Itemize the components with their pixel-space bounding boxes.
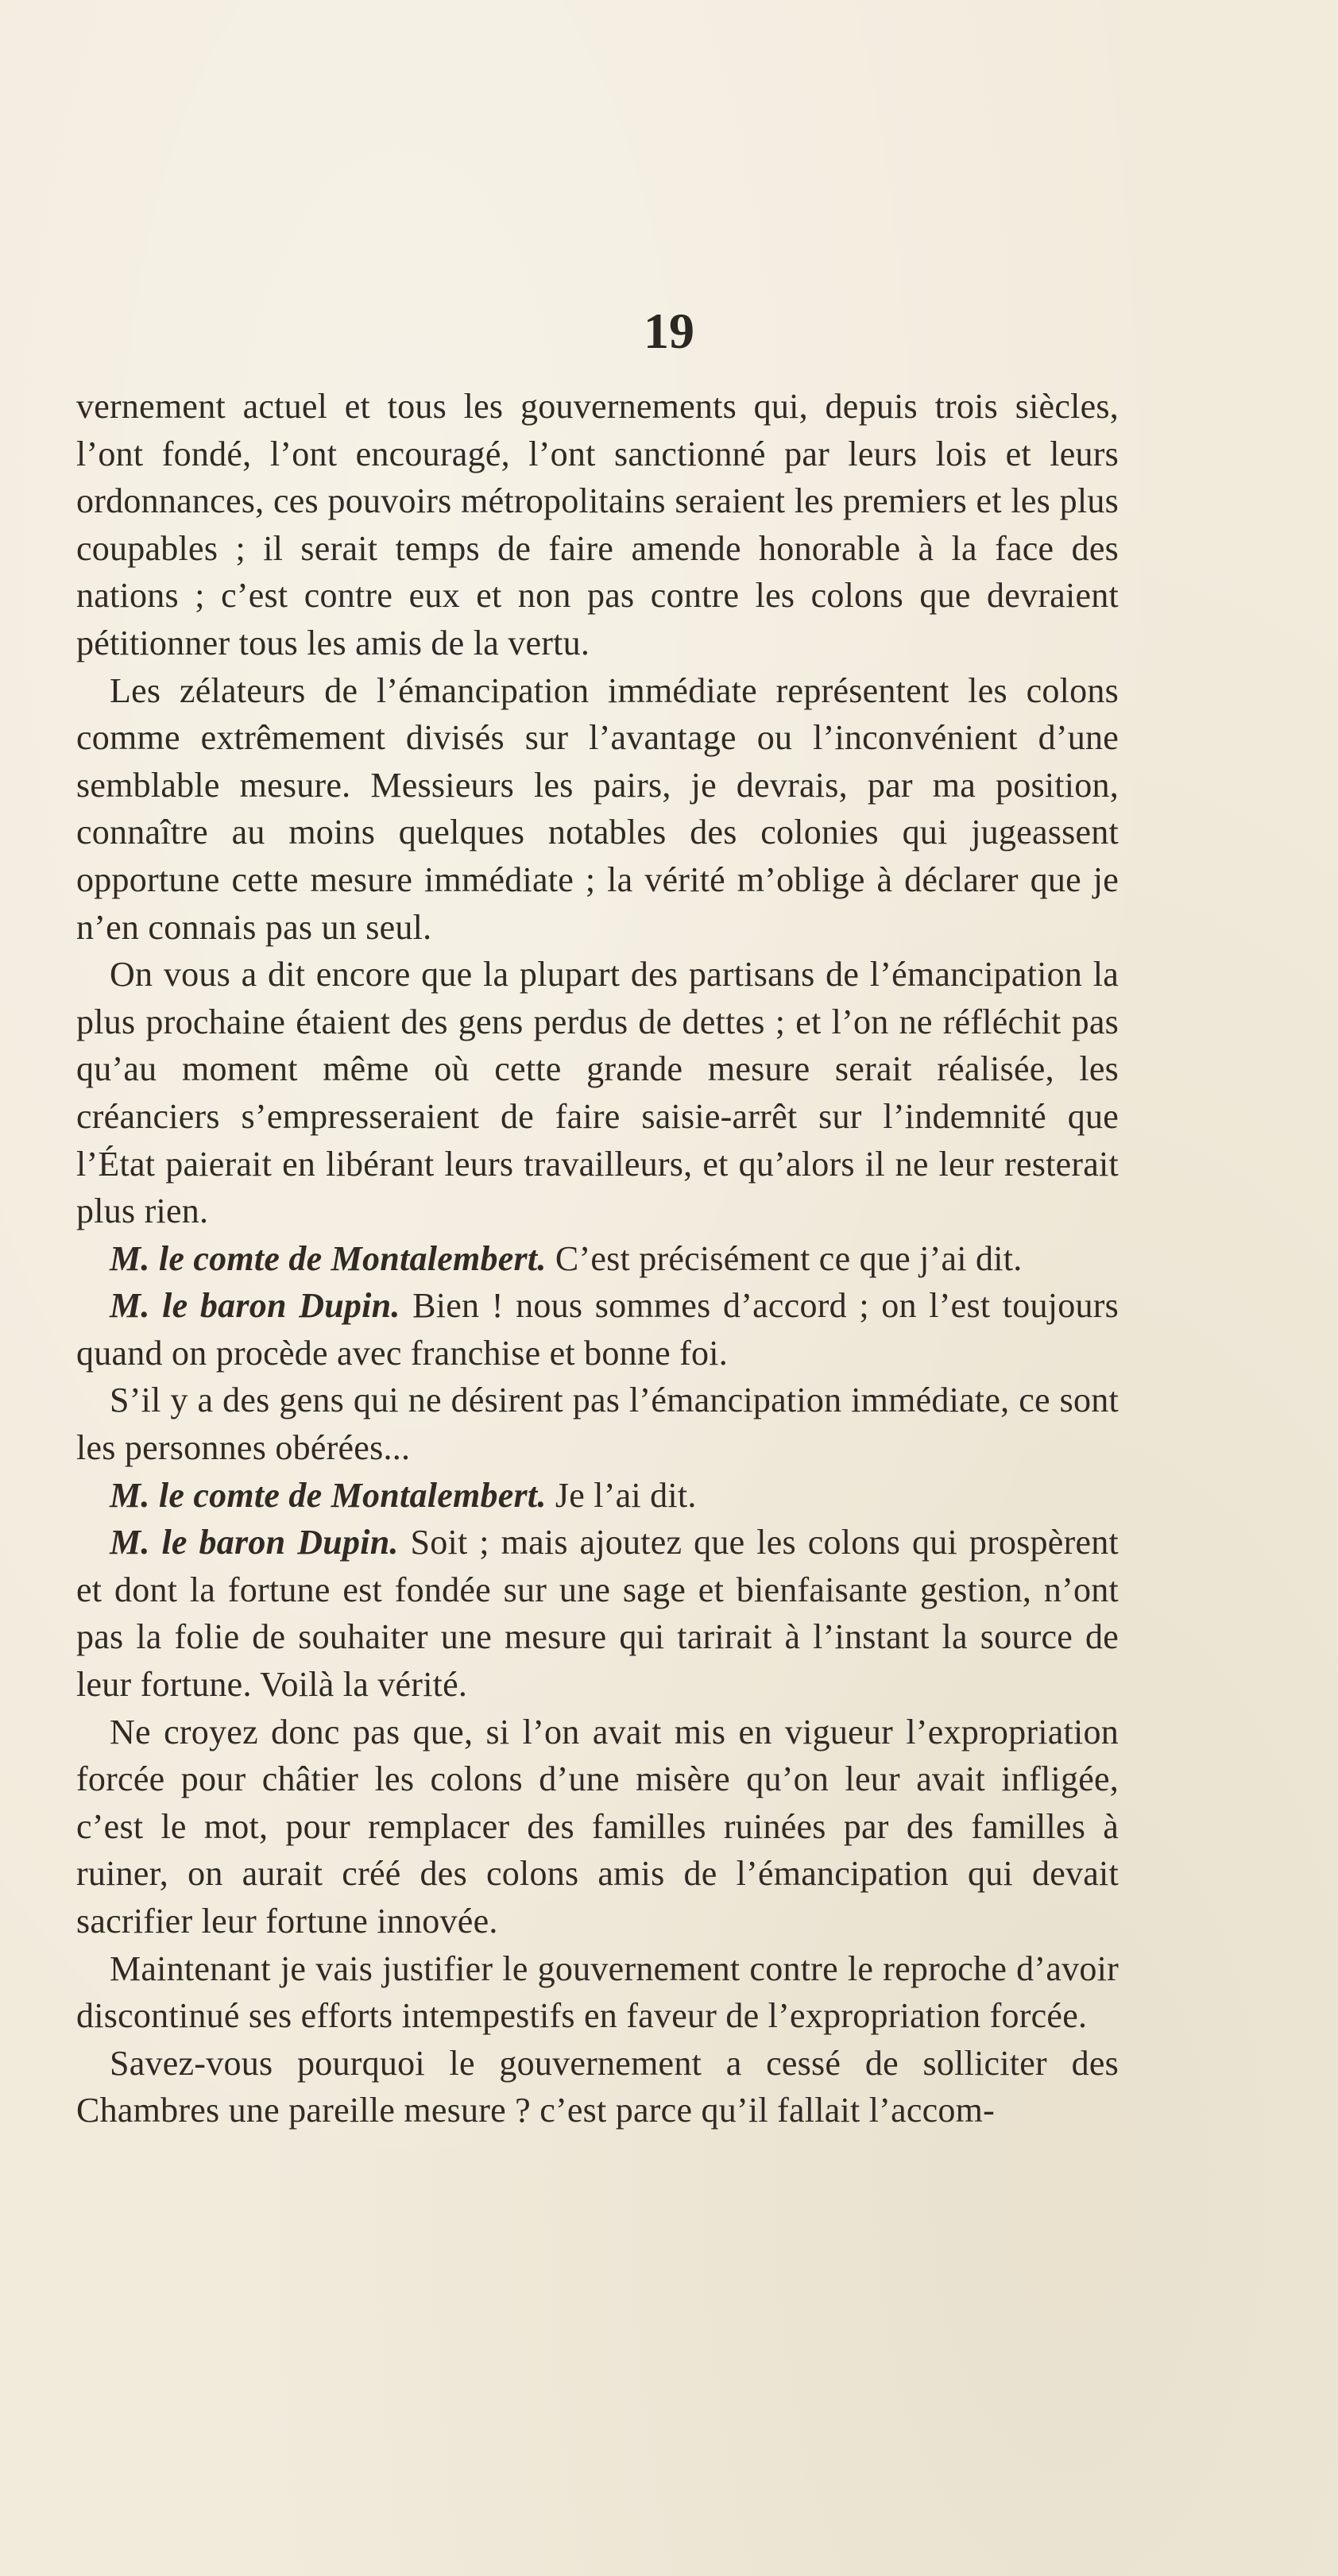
body-text xyxy=(76,383,1119,2134)
speaker-name: M. le baron Dupin. xyxy=(110,1286,400,1326)
page-number: 19 xyxy=(644,303,694,359)
speech-text: Soit ; mais ajoutez que les colons qui prospèrent et dont la fortune est fondée sur une sage et bienfaisante gestion, n’ont pas la folie de souhaiter une mesure qui tarirait à l’instant la source de leur fortune. Voilà la vérité. xyxy=(76,1523,1119,1705)
paragraph xyxy=(76,951,1119,1235)
paragraph-text: Les zélateurs de l’émancipation immédiate représentent les colons comme extrêmement divisés sur l’avantage ou l’inconvénient d’une semblable mesure. Messieurs les pairs, je devrais, par ma position, connaître au moins quelques notables des colonies qui jugeassent opportune cette mesure immédiate ; la vérité m’oblige à déclarer que je n’en connais pas un seul. xyxy=(76,670,1119,947)
paragraph xyxy=(76,1709,1119,1945)
paragraph-text: Savez-vous pourquoi le gouvernement a cessé de solliciter des Chambres une pareille mesure ? c’est parce qu’il fallait l’accom- xyxy=(76,2043,1119,2130)
speaker-paragraph xyxy=(76,1282,1119,1377)
speaker-name: M. le comte de Montalembert. xyxy=(110,1475,547,1515)
paragraph-text: vernement actuel et tous les gouvernements qui, depuis trois siècles, l’ont fondé, l’ont encouragé, l’ont sanctionné par leurs lois et leurs ordonnances, ces pouvoirs métropolitains seraient les premiers et les plus coupables ; il serait temps de faire amende honorable à la face des nations ; c’est contre eux et non pas contre les colons que devraient pétitionner tous les amis de la vertu. xyxy=(76,387,1119,662)
speech-text: C’est précisément ce que j’ai dit. xyxy=(555,1238,1023,1278)
speech-text: Bien ! nous sommes d’accord ; on l’est toujours quand on procède avec franchise et bonne foi. xyxy=(76,1286,1120,1373)
speaker-name: M. le baron Dupin. xyxy=(110,1523,399,1562)
paragraph xyxy=(76,2040,1119,2134)
speaker-paragraph xyxy=(76,1472,1119,1520)
paragraph-text: Ne croyez donc pas que, si l’on avait mis en vigueur l’expropriation forcée pour châtier les colons d’une misère qu’on leur avait infligée, c’est le mot, pour remplacer des familles ruinées par des familles à ruiner, on aurait créé des colons amis de l’émancipation qui devait sacrifier leur fortune innovée. xyxy=(76,1712,1119,1941)
speaker-name: M. le comte de Montalembert. xyxy=(110,1238,547,1278)
paragraph xyxy=(76,1377,1119,1471)
paragraph xyxy=(76,1945,1119,2040)
paragraph-text: On vous a dit encore que la plupart des partisans de l’émancipation la plus prochaine étaient des gens perdus de dettes ; et l’on ne réfléchit pas qu’au moment même où cette grande mesure serait réalisée, les créanciers s’empresseraient de faire saisie-arrêt sur l’indemnité que l’État paierait en libérant leurs travailleurs, et qu’alors il ne leur resterait plus rien. xyxy=(76,955,1119,1231)
paragraph-text: S’il y a des gens qui ne désirent pas l’émancipation immédiate, ce sont les personnes obérées... xyxy=(76,1381,1119,1468)
speaker-paragraph xyxy=(76,1519,1119,1708)
speaker-paragraph xyxy=(76,1235,1119,1283)
speech-text: Je l’ai dit. xyxy=(555,1475,697,1515)
paragraph-text: Maintenant je vais justifier le gouvernement contre le reproche d’avoir discontinué ses efforts intempestifs en faveur de l’expropriation forcée. xyxy=(76,1948,1119,2036)
paragraph xyxy=(76,667,1119,952)
paragraph-continuation xyxy=(76,383,1119,667)
